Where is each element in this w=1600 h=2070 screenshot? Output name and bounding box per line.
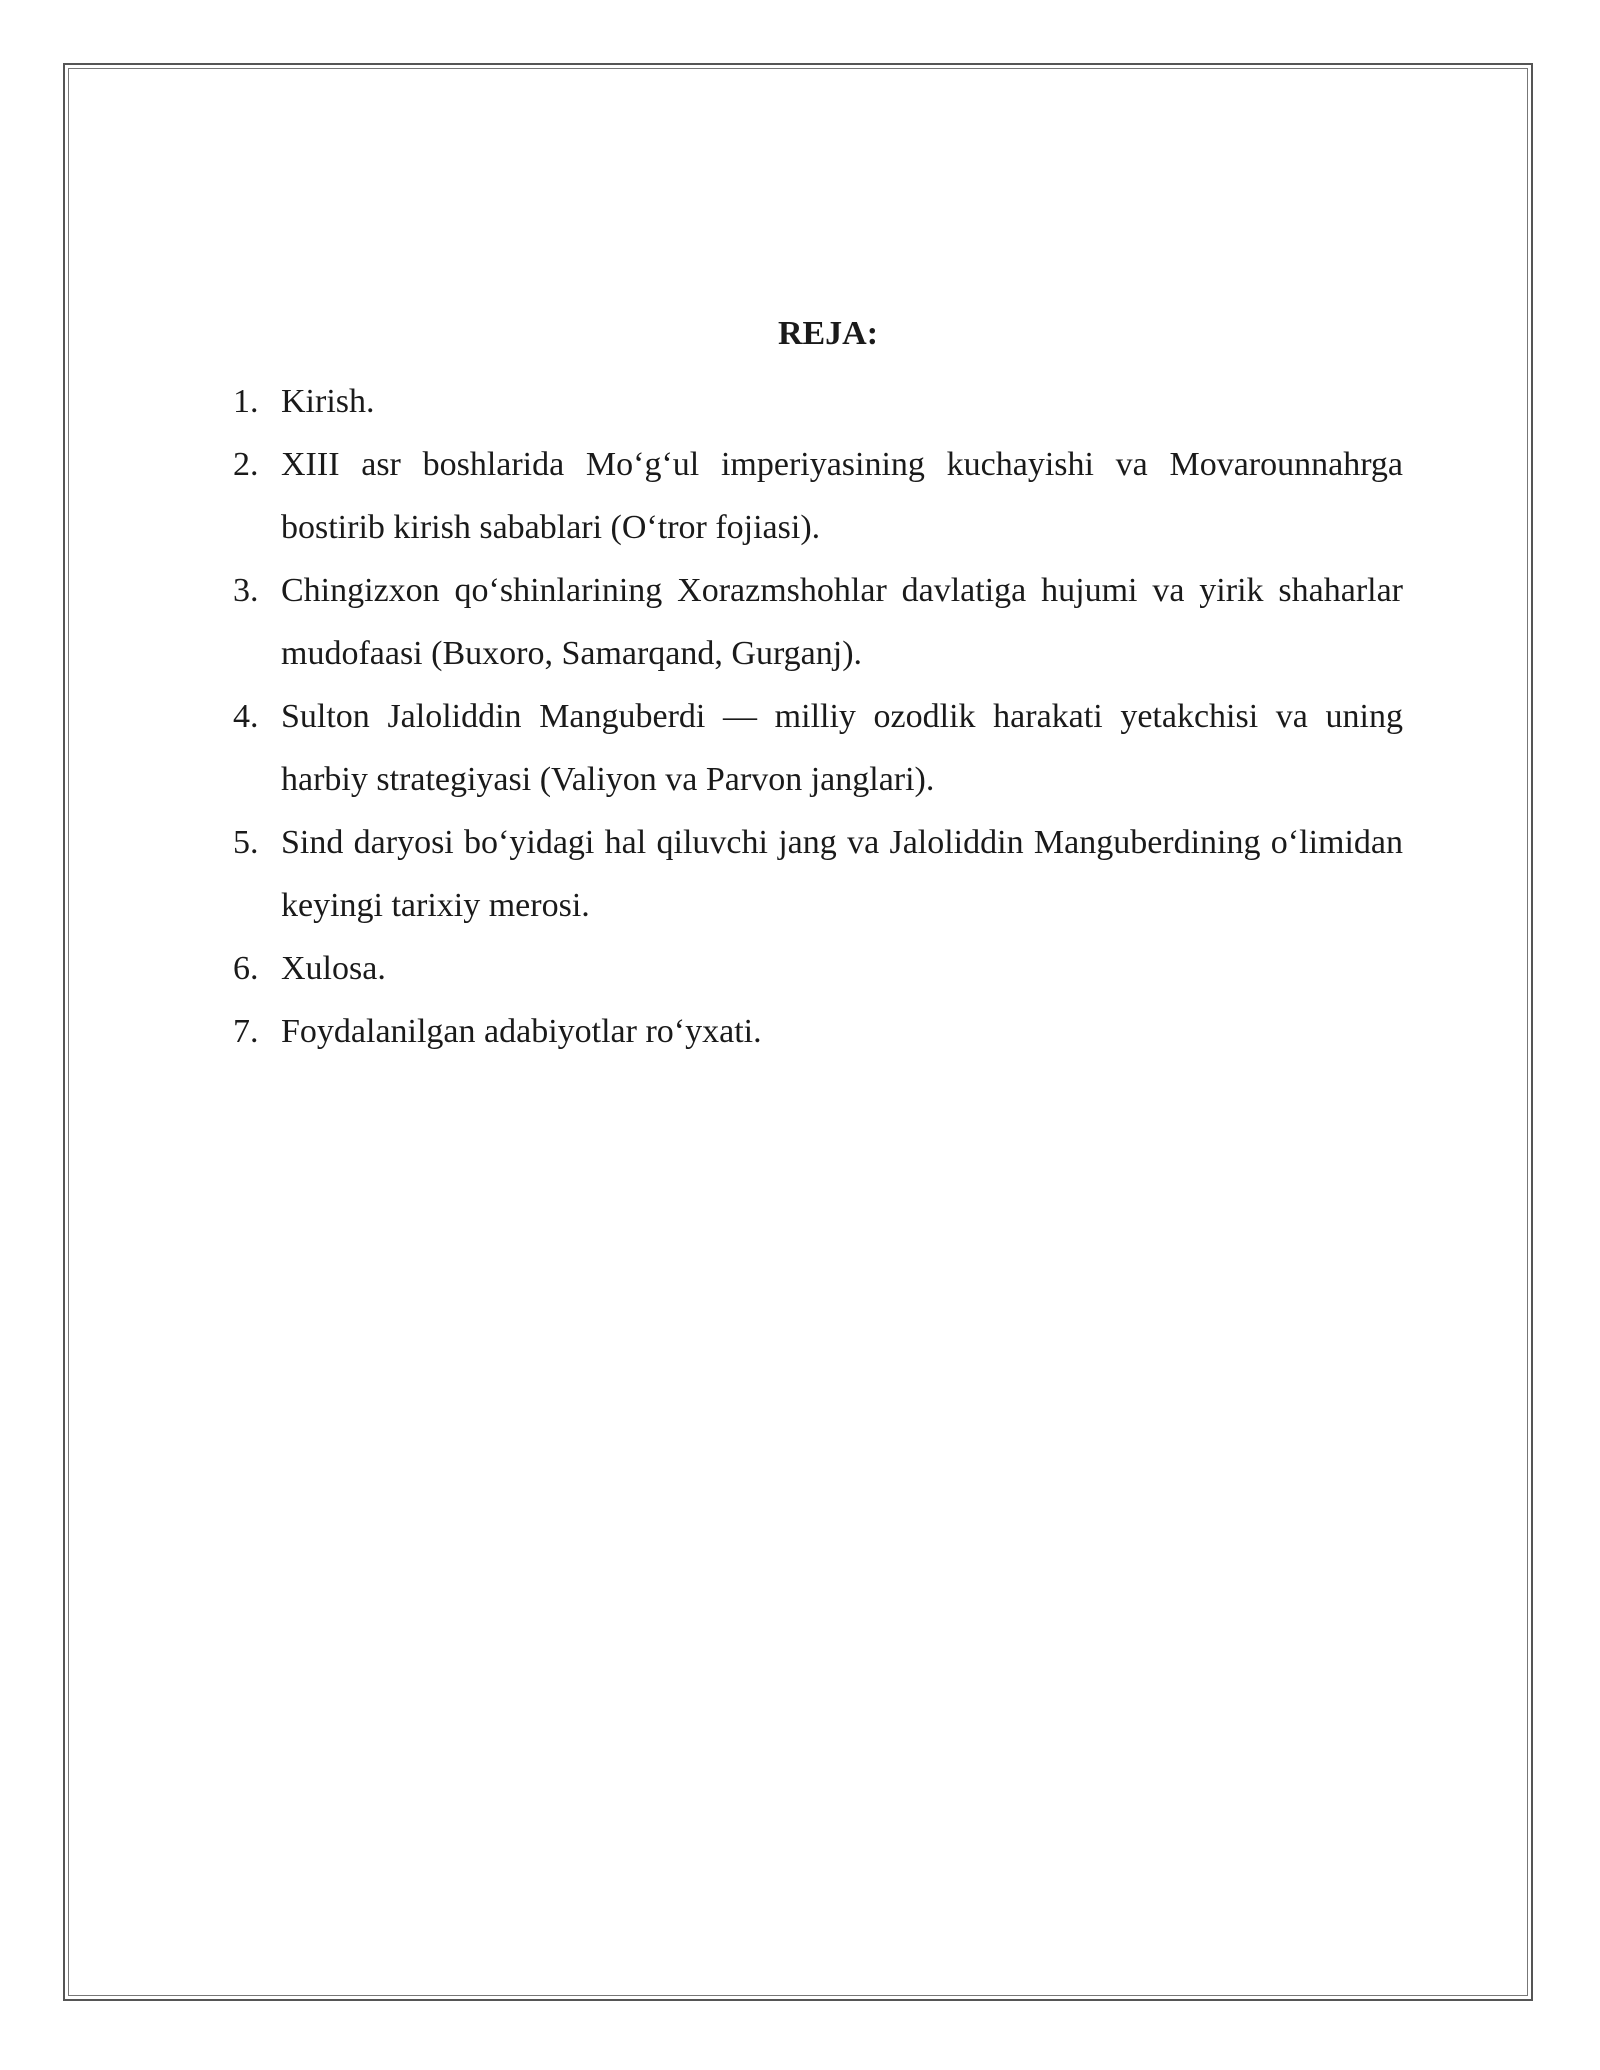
item-text: Foydalanilgan adabiyotlar ro‘yxati. [281, 1013, 762, 1050]
item-number: 4. [233, 698, 259, 735]
item-text: Xulosa. [281, 950, 386, 987]
item-text: Sulton Jaloliddin Manguberdi — milliy ozodlik harakati yetakchisi va uning harbiy strategiyasi (Valiyon va Parvon janglari). [281, 698, 1403, 798]
item-text: Kirish. [281, 383, 375, 420]
item-text: Sind daryosi bo‘yidagi hal qiluvchi jang va Jaloliddin Manguberdining o‘limidan keyingi tarixiy merosi. [281, 824, 1403, 924]
page-content [233, 308, 1403, 1063]
page-title: REJA: [777, 315, 879, 352]
item-number: 3. [233, 572, 259, 609]
list-item [233, 685, 1403, 811]
list-item [233, 370, 1403, 433]
list-item [233, 559, 1403, 685]
list-item [233, 811, 1403, 937]
list-item [233, 433, 1403, 559]
item-number: 5. [233, 824, 259, 861]
item-number: 7. [233, 1013, 259, 1050]
list-item [233, 937, 1403, 1000]
item-text: Chingizxon qo‘shinlarining Xorazmshohlar davlatiga hujumi va yirik shaharlar mudofaasi (Buxoro, Samarqand, Gurganj). [281, 572, 1403, 672]
item-text: XIII asr boshlarida Mo‘g‘ul imperiyasining kuchayishi va Movarounnahrga bostirib kirish sabablari (O‘tror fojiasi). [281, 446, 1403, 546]
plan-list [233, 370, 1403, 1063]
list-item [233, 1000, 1403, 1063]
item-number: 2. [233, 446, 259, 483]
item-number: 6. [233, 950, 259, 987]
item-number: 1. [233, 383, 259, 420]
